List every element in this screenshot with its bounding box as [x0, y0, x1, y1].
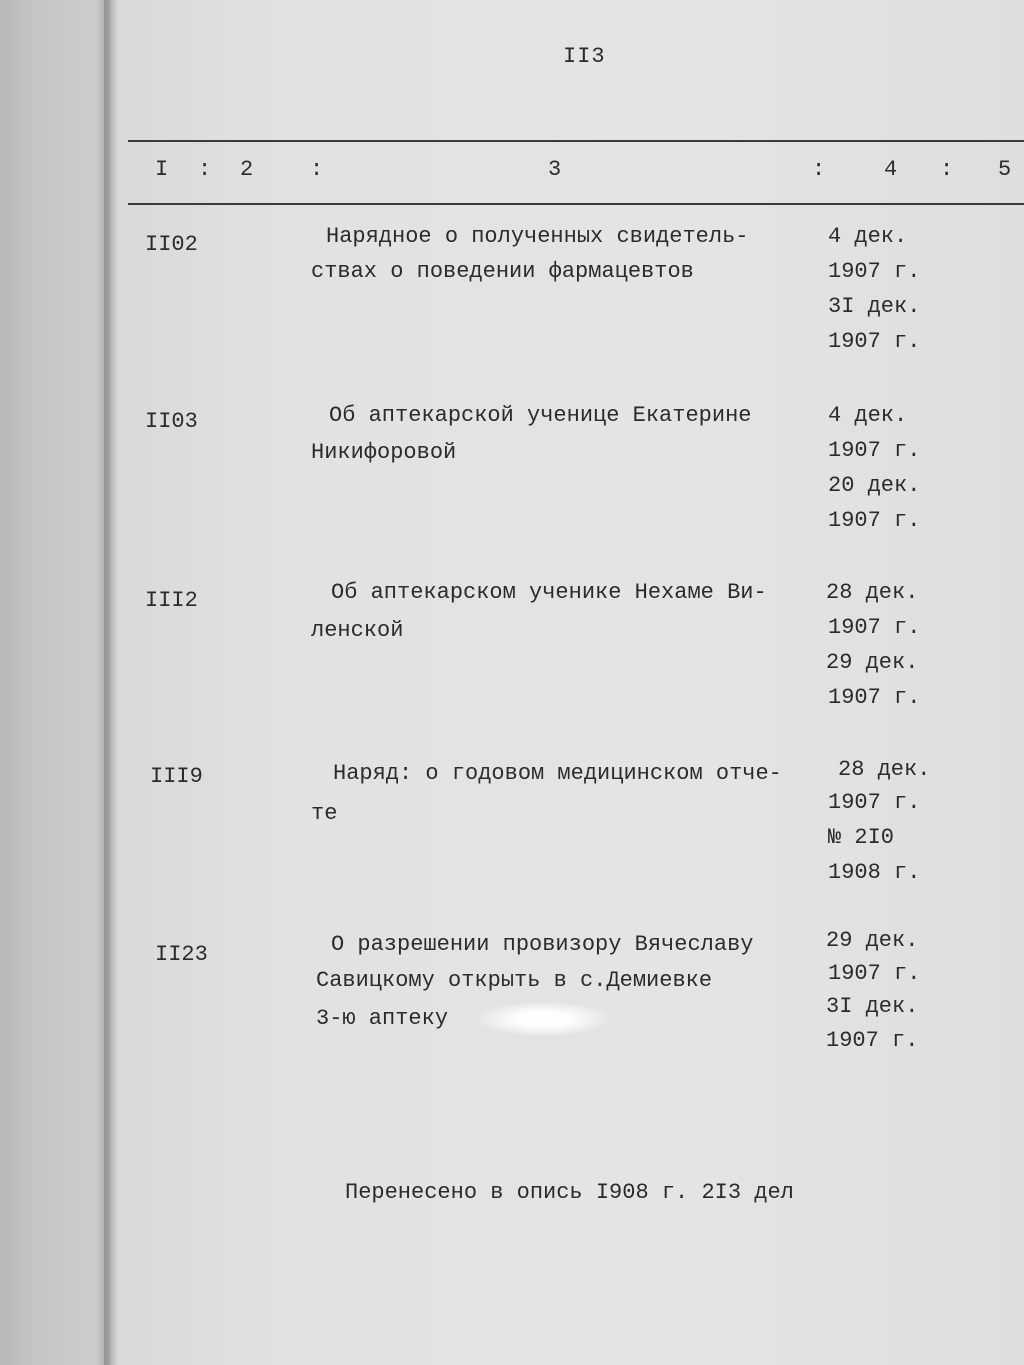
row-title-line: Нарядное о полученных свидетель-: [326, 224, 749, 249]
row-title-line: 3-ю аптеку: [316, 1006, 449, 1031]
row-date-line: 20 дек.: [828, 473, 921, 498]
header-col-1: I: [155, 157, 169, 182]
table-header-bottom-rule: [128, 203, 1024, 205]
table-header-top-rule: [128, 140, 1024, 142]
header-col-4: 4: [884, 157, 898, 182]
row-date-line: 28 дек.: [838, 757, 931, 782]
row-date-line: 4 дек.: [828, 403, 908, 428]
row-title-line: Об аптекарском ученике Нехаме Ви-: [331, 580, 767, 605]
row-date-line: 1907 г.: [828, 438, 921, 463]
row-date-line: 1907 г.: [828, 329, 921, 354]
row-title-line: те: [311, 801, 338, 826]
header-col-5: 5: [998, 157, 1012, 182]
row-date-line: 1907 г.: [826, 1028, 919, 1053]
header-col-2: 2: [240, 157, 254, 182]
book-spine-shadow: [104, 0, 112, 1365]
row-title-line: ствах о поведении фармацевтов: [311, 259, 694, 284]
row-title-line: ленской: [311, 618, 404, 643]
row-date-line: 1908 г.: [828, 860, 921, 885]
row-date-line: 29 дек.: [826, 928, 919, 953]
header-separator: :: [940, 157, 954, 182]
footer-note: Перенесено в опись I908 г. 2I3 дел: [345, 1180, 794, 1205]
row-number: III9: [150, 764, 203, 789]
row-date-line: 1907 г.: [828, 508, 921, 533]
row-number: II02: [145, 232, 198, 257]
row-date-line: 3I дек.: [826, 994, 919, 1019]
row-date-line: 29 дек.: [826, 650, 919, 675]
row-date-line: 28 дек.: [826, 580, 919, 605]
row-title-line: О разрешении провизору Вячеславу: [331, 932, 754, 957]
row-date-line: 1907 г.: [828, 790, 921, 815]
correction-smudge: [478, 1002, 608, 1036]
row-title-line: Об аптекарской ученице Екатерине: [329, 403, 752, 428]
row-date-line: 1907 г.: [828, 615, 921, 640]
page-number: II3: [563, 44, 606, 69]
row-date-line: 1907 г.: [828, 259, 921, 284]
row-date-line: № 2I0: [828, 825, 895, 850]
row-number: III2: [145, 588, 198, 613]
header-separator: :: [812, 157, 826, 182]
header-col-3: 3: [548, 157, 562, 182]
row-date-line: 4 дек.: [828, 224, 908, 249]
row-date-line: 3I дек.: [828, 294, 921, 319]
row-date-line: 1907 г.: [828, 685, 921, 710]
header-separator: :: [310, 157, 324, 182]
row-date-line: 1907 г.: [828, 961, 921, 986]
header-separator: :: [198, 157, 212, 182]
row-number: II23: [155, 942, 208, 967]
row-number: II03: [145, 409, 198, 434]
row-title-line: Наряд: о годовом медицинском отче-: [333, 761, 782, 786]
row-title-line: Никифоровой: [311, 440, 457, 465]
row-title-line: Савицкому открыть в с.Демиевке: [316, 968, 713, 993]
